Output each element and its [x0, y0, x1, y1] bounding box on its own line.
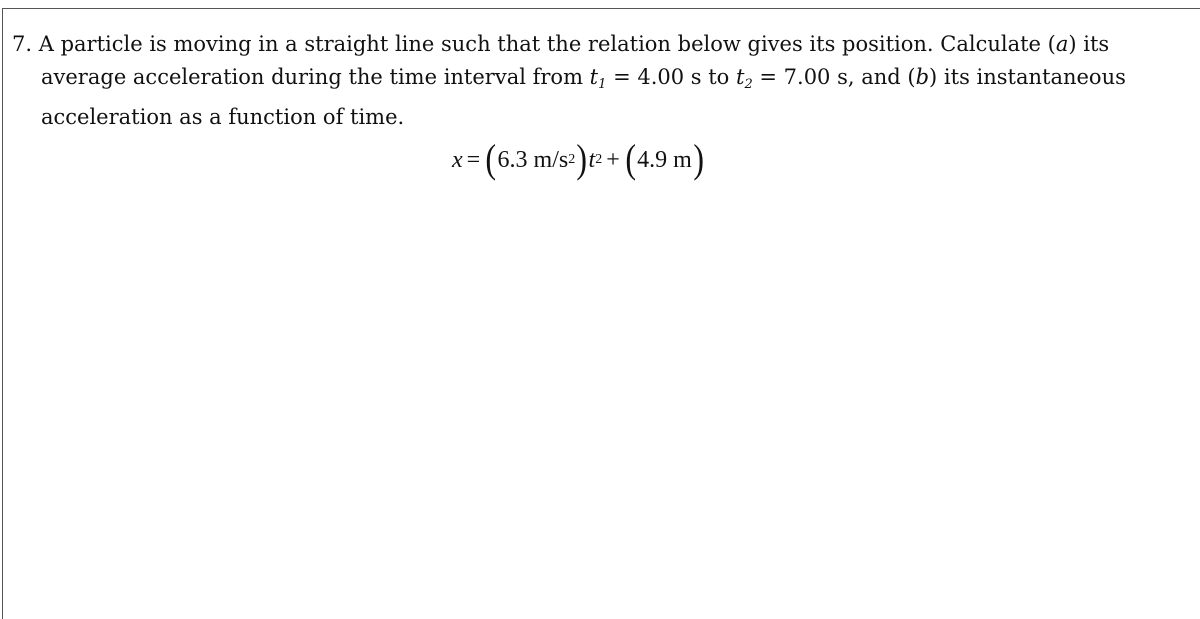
position-equation [452, 136, 705, 181]
t2-subscript: 2 [744, 77, 753, 92]
t1-variable: t [589, 65, 599, 89]
problem-number: 7. [12, 32, 33, 56]
problem-line-3 [12, 101, 1172, 134]
problem-text-2-end: ) its instantaneous [929, 65, 1126, 89]
right-paren-icon: ) [576, 136, 588, 181]
t2-variable: t [735, 65, 745, 89]
equation-lhs: x [452, 146, 463, 173]
problem-line-1 [12, 28, 1172, 61]
problem-line-2 [12, 61, 1172, 101]
part-a-label: a [1055, 32, 1069, 56]
equation-plus: + [606, 146, 620, 173]
t-exponent: 2 [595, 152, 603, 167]
problem-text-1-end: ) its [1068, 32, 1110, 56]
problem-text-2: average acceleration during the time interval from [41, 65, 590, 89]
t1-subscript: 1 [598, 77, 607, 92]
problem-text-1: A particle is moving in a straight line such that the relation below gives its position. Calculate ( [38, 32, 1056, 56]
left-paren-2-icon: ( [625, 136, 636, 181]
term1-exponent: 2 [568, 152, 576, 167]
part-b-label: b [915, 65, 930, 89]
t2-value: = 7.00 s, and ( [752, 65, 916, 89]
problem-text-3: acceleration as a function of time. [41, 105, 405, 129]
problem-statement [12, 28, 1172, 134]
equation-term2: 4.9 m [637, 146, 692, 173]
equation-equals: = [466, 146, 481, 173]
left-paren-icon: ( [485, 136, 497, 181]
t1-value: = 4.00 s to [606, 65, 736, 89]
equation-term1: 6.3 m/s [497, 146, 569, 173]
right-paren-2-icon: ) [693, 136, 704, 181]
equation-t-variable: t [588, 146, 596, 173]
